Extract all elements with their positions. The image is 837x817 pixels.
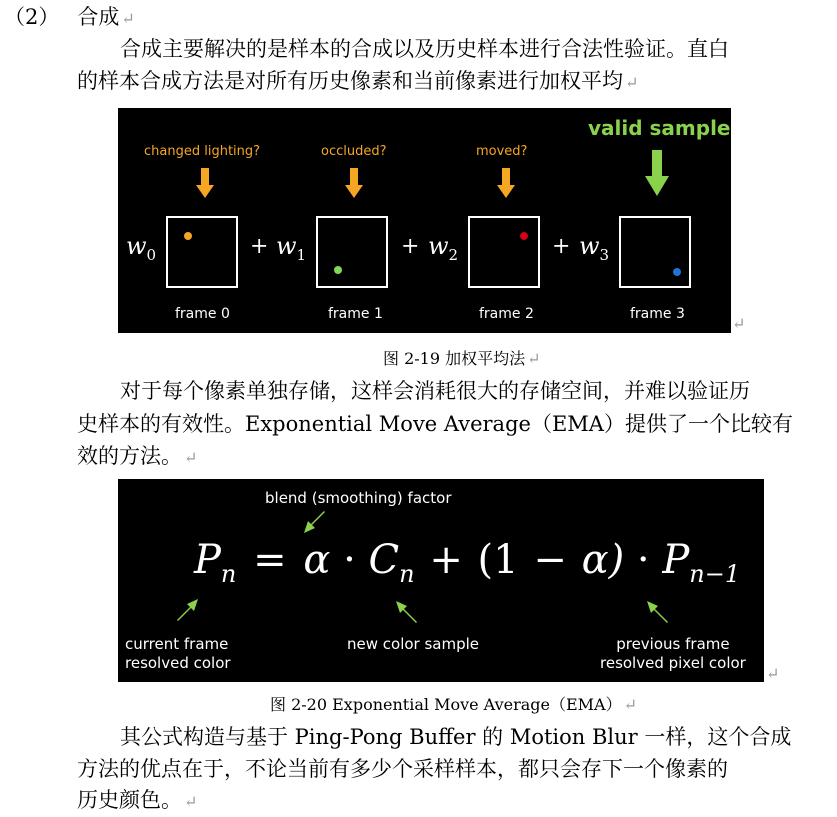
section-number: （2） [4, 5, 60, 29]
label-occluded: occluded? [321, 144, 387, 159]
paragraph-2-line-3-text: 效的方法。 [77, 444, 182, 468]
weight-w1: $w_1$ [276, 232, 307, 264]
frame-0-label: frame 0 [175, 306, 230, 322]
plus-sign: + [250, 234, 269, 259]
label-valid-sample: valid sample [588, 116, 731, 140]
paragraph-3-line-3-text: 历史颜色。 [77, 788, 182, 812]
sample-dot-green [334, 266, 342, 274]
paragraph-2-line-2: 史样本的有效性。Exponential Move Average（EMA）提供了一个比较有 [77, 412, 793, 436]
weight-w0: $w_0$ [126, 232, 157, 264]
frame-2-box [468, 216, 540, 288]
figure-1-caption: 图 2-19 加权平均法 ↵ [383, 349, 541, 368]
paragraph-mark: ↵ [732, 314, 746, 333]
frame-1-box [316, 216, 388, 288]
label-changed-lighting: changed lighting? [144, 144, 261, 159]
sample-dot-blue [673, 268, 681, 276]
arrow-up-left-icon [645, 599, 669, 625]
plus-sign: + [552, 234, 571, 259]
paragraph-mark: ↵ [625, 73, 639, 92]
plus-sign: + [401, 234, 420, 259]
paragraph-2-line-1: 对于每个像素单独存储，这样会消耗很大的存储空间，并难以验证历 [120, 379, 750, 403]
arrow-up-left-icon [394, 599, 418, 625]
weight-w3: $w_3$ [579, 232, 610, 264]
paragraph-1-line-2-text: 的样本合成方法是对所有历史像素和当前像素进行加权平均 [77, 69, 623, 93]
label-moved: moved? [476, 144, 528, 159]
frame-3-label: frame 3 [630, 306, 685, 322]
paragraph-1-line-2 [77, 66, 638, 98]
paragraph-2-line-3 [77, 441, 197, 473]
frame-2-label: frame 2 [479, 306, 534, 322]
frame-1-label: frame 1 [328, 306, 383, 322]
section-title: 合成 [77, 5, 120, 29]
paragraph-mark: ↵ [766, 664, 780, 683]
formula: $P_n = \alpha \cdot C_n + (1 - \alpha) \cdot P_{n-1}$ [194, 537, 741, 588]
weight-w2: $w_2$ [428, 232, 459, 264]
frame-3-box [619, 216, 691, 288]
paragraph-3-line-1: 其公式构造与基于 Ping-Pong Buffer 的 Motion Blur 一样，这个合成 [120, 725, 792, 749]
annotation-current-frame: current frame resolved color [125, 635, 231, 672]
paragraph-3-line-3 [77, 785, 197, 817]
arrow-down-icon [497, 168, 515, 198]
sample-dot-orange [184, 232, 192, 240]
arrow-down-icon [645, 150, 669, 196]
paragraph-mark: ↵ [527, 349, 541, 368]
annotation-previous-frame: previous frame resolved pixel color [600, 635, 746, 672]
figure-weighted-average [118, 108, 731, 333]
arrow-down-icon [345, 168, 363, 198]
paragraph-mark: ↵ [184, 792, 198, 811]
arrow-up-right-icon [176, 597, 200, 623]
paragraph-3-line-2: 方法的优点在于，不论当前有多少个采样样本，都只会存下一个像素的 [77, 757, 728, 781]
annotation-new-color-sample: new color sample [347, 635, 480, 653]
paragraph-mark: ↵ [623, 695, 638, 714]
section-heading [4, 2, 135, 34]
arrow-down-left-icon [302, 509, 326, 535]
figure-ema-formula [118, 479, 764, 682]
arrow-down-icon [196, 168, 214, 198]
sample-dot-red [520, 232, 528, 240]
paragraph-mark: ↵ [184, 448, 198, 467]
figure-2-caption: 图 2-20 Exponential Move Average（EMA） ↵ [270, 695, 638, 714]
frame-0-box [166, 216, 238, 288]
paragraph-mark: ↵ [121, 9, 135, 28]
annotation-blend-factor: blend (smoothing) factor [265, 489, 452, 507]
paragraph-1-line-1: 合成主要解决的是样本的合成以及历史样本进行合法性验证。直白 [120, 37, 729, 61]
